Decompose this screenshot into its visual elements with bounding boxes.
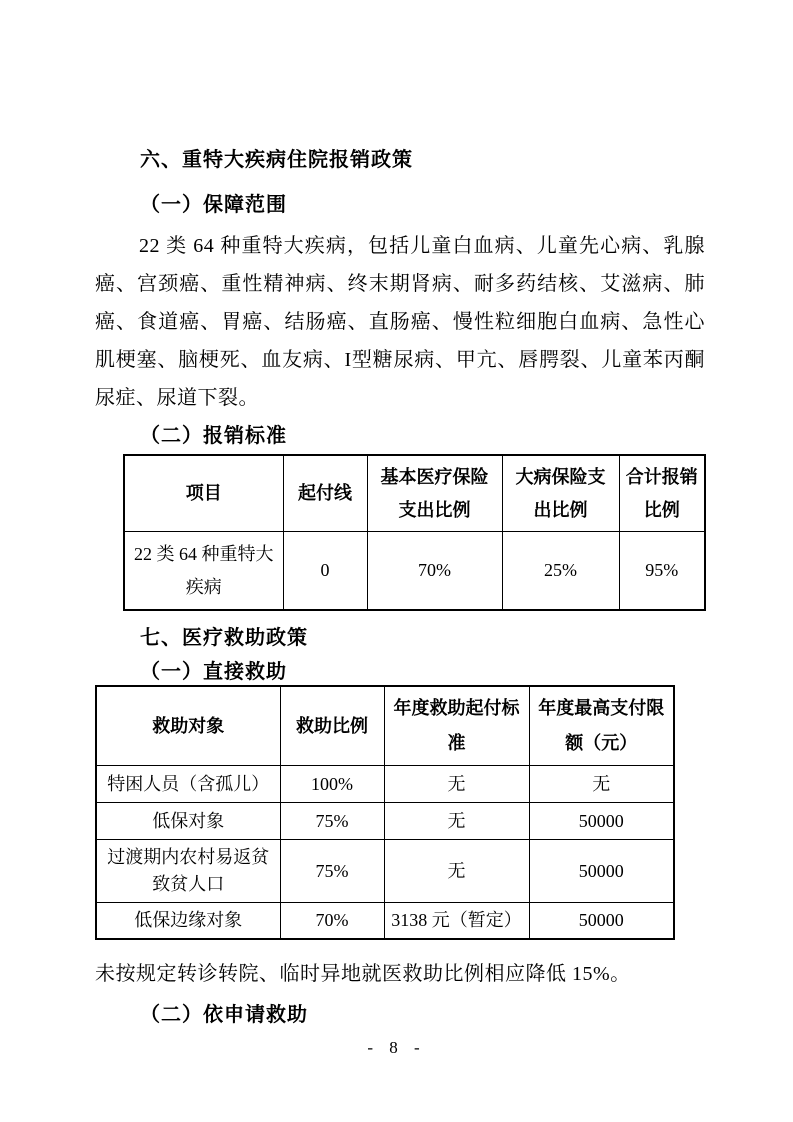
cell-deductible: 无 xyxy=(384,840,529,903)
cell-deductible: 无 xyxy=(384,803,529,840)
cell-basic-insurance-value: 70% xyxy=(367,532,502,611)
cell-target: 低保对象 xyxy=(96,803,280,840)
table-row xyxy=(96,840,674,903)
cell-deductible: 3138 元（暂定） xyxy=(384,903,529,940)
table-header-row xyxy=(96,686,674,766)
header-cell-annual-deductible: 年度救助起付标准 xyxy=(384,686,529,766)
cell-total-ratio-value: 95% xyxy=(619,532,705,611)
cell-project-value: 22 类 64 种重特大疾病 xyxy=(124,532,283,611)
section-6-sub-1-heading: （一）保障范围 xyxy=(140,194,287,216)
page-number: - 8 - xyxy=(367,1038,426,1057)
cell-target: 低保边缘对象 xyxy=(96,903,280,940)
cell-max-payment: 无 xyxy=(529,766,674,803)
table-row xyxy=(96,803,674,840)
header-cell-annual-max-payment: 年度最高支付限额（元） xyxy=(529,686,674,766)
cell-ratio: 75% xyxy=(280,840,384,903)
header-cell-project: 项目 xyxy=(124,455,283,532)
table-row xyxy=(96,766,674,803)
coverage-scope-paragraph: 22 类 64 种重特大疾病，包括儿童白血病、儿童先心病、乳腺癌、宫颈癌、重性精神病、终末期肾病、耐多药结核、艾滋病、肺癌、食道癌、胃癌、结肠癌、直肠癌、慢性粒细胞白血病、急性心肌梗塞、脑梗死、血友病、I型糖尿病、甲亢、唇腭裂、儿童苯丙酮尿症、尿道下裂。 xyxy=(95,235,705,409)
cell-max-payment: 50000 xyxy=(529,840,674,903)
cell-ratio: 100% xyxy=(280,766,384,803)
cell-max-payment: 50000 xyxy=(529,903,674,940)
document-content xyxy=(95,0,705,1028)
referral-reduction-note: 未按规定转诊转院、临时异地就医救助比例相应降低 15%。 xyxy=(95,963,631,985)
direct-assistance-table xyxy=(95,685,675,940)
header-cell-major-illness-ratio: 大病保险支出比例 xyxy=(502,455,619,532)
section-6-heading: 六、重特大疾病住院报销政策 xyxy=(140,149,413,171)
header-cell-assistance-ratio: 救助比例 xyxy=(280,686,384,766)
section-7-heading: 七、医疗救助政策 xyxy=(140,627,308,649)
cell-deductible: 无 xyxy=(384,766,529,803)
header-cell-total-ratio: 合计报销比例 xyxy=(619,455,705,532)
cell-target: 特困人员（含孤儿） xyxy=(96,766,280,803)
header-cell-assistance-target: 救助对象 xyxy=(96,686,280,766)
section-7-sub-1-heading: （一）直接救助 xyxy=(140,661,287,683)
table-row xyxy=(124,532,705,611)
section-6-sub-2-heading: （二）报销标准 xyxy=(140,425,287,447)
table-header-row xyxy=(124,455,705,532)
header-cell-basic-insurance-ratio: 基本医疗保险支出比例 xyxy=(367,455,502,532)
cell-major-illness-value: 25% xyxy=(502,532,619,611)
header-cell-deductible: 起付线 xyxy=(283,455,367,532)
cell-target: 过渡期内农村易返贫致贫人口 xyxy=(96,840,280,903)
table-row xyxy=(96,903,674,940)
cell-ratio: 70% xyxy=(280,903,384,940)
cell-max-payment: 50000 xyxy=(529,803,674,840)
cell-deductible-value: 0 xyxy=(283,532,367,611)
section-7-sub-2-heading: （二）依申请救助 xyxy=(140,1004,308,1026)
cell-ratio: 75% xyxy=(280,803,384,840)
reimbursement-standard-table xyxy=(123,454,706,611)
